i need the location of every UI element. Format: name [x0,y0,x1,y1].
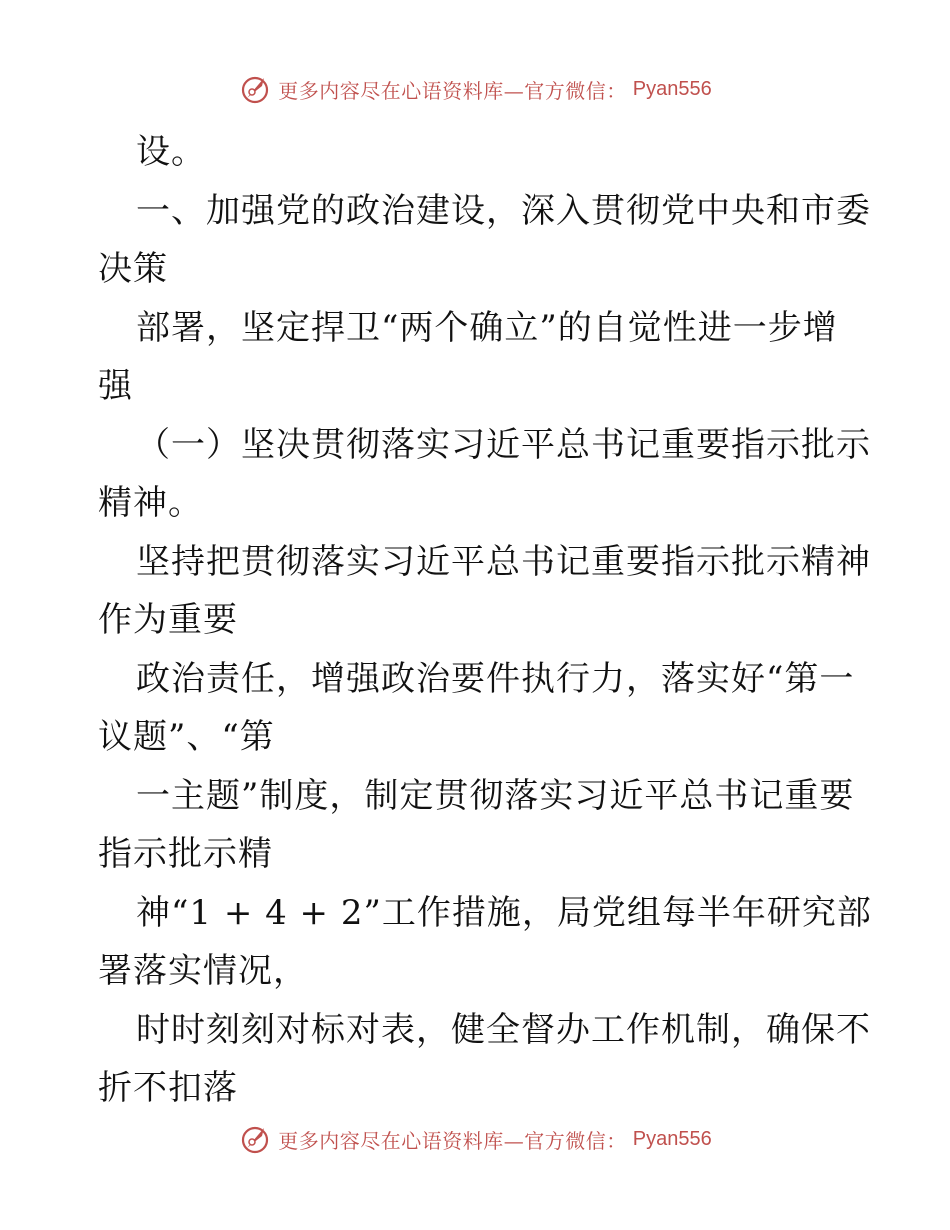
watermark-footer [0,1122,950,1156]
text-line: 部署，坚定捍卫“两个确立”的自觉性进一步增 [136,307,838,348]
feather-pen-logo-icon [238,72,272,106]
text-line: 作为重要 [98,600,238,640]
watermark-handle: Pyan556 [632,77,712,100]
text-line: 一、加强党的政治建设，深入贯彻党中央和市委 [136,190,871,231]
text-line: 时时刻刻对标对表，健全督办工作机制，确保不 [136,1009,871,1050]
text-line: 设。 [136,132,206,172]
text-line: 折不扣落 [98,1068,238,1108]
text-line: 署落实情况， [98,951,308,991]
text-line: 坚持把贯彻落实习近平总书记重要指示批示精神 [136,541,871,582]
text-line: 决策 [98,249,168,289]
text-line: （一）坚决贯彻落实习近平总书记重要指示批示 [136,424,871,465]
document-body [98,123,872,1118]
text-line: 强 [98,366,133,406]
text-line: 议题”、“第 [98,717,275,757]
watermark-handle: Pyan556 [632,1127,712,1150]
text-line: 精神。 [98,483,203,523]
watermark-text: 更多内容尽在心语资料库—官方微信： [278,78,627,103]
text-line: 政治责任，增强政治要件执行力，落实好“第一 [136,658,855,699]
text-line: 神“1 + 4 + 2”工作措施，局党组每半年研究部 [136,892,872,933]
text-line: 指示批示精 [98,834,273,874]
watermark-text: 更多内容尽在心语资料库—官方微信： [278,1128,627,1153]
text-line: 一主题”制度，制定贯彻落实习近平总书记重要 [136,775,855,816]
feather-pen-logo-icon [238,1122,272,1156]
watermark-header [0,72,950,106]
